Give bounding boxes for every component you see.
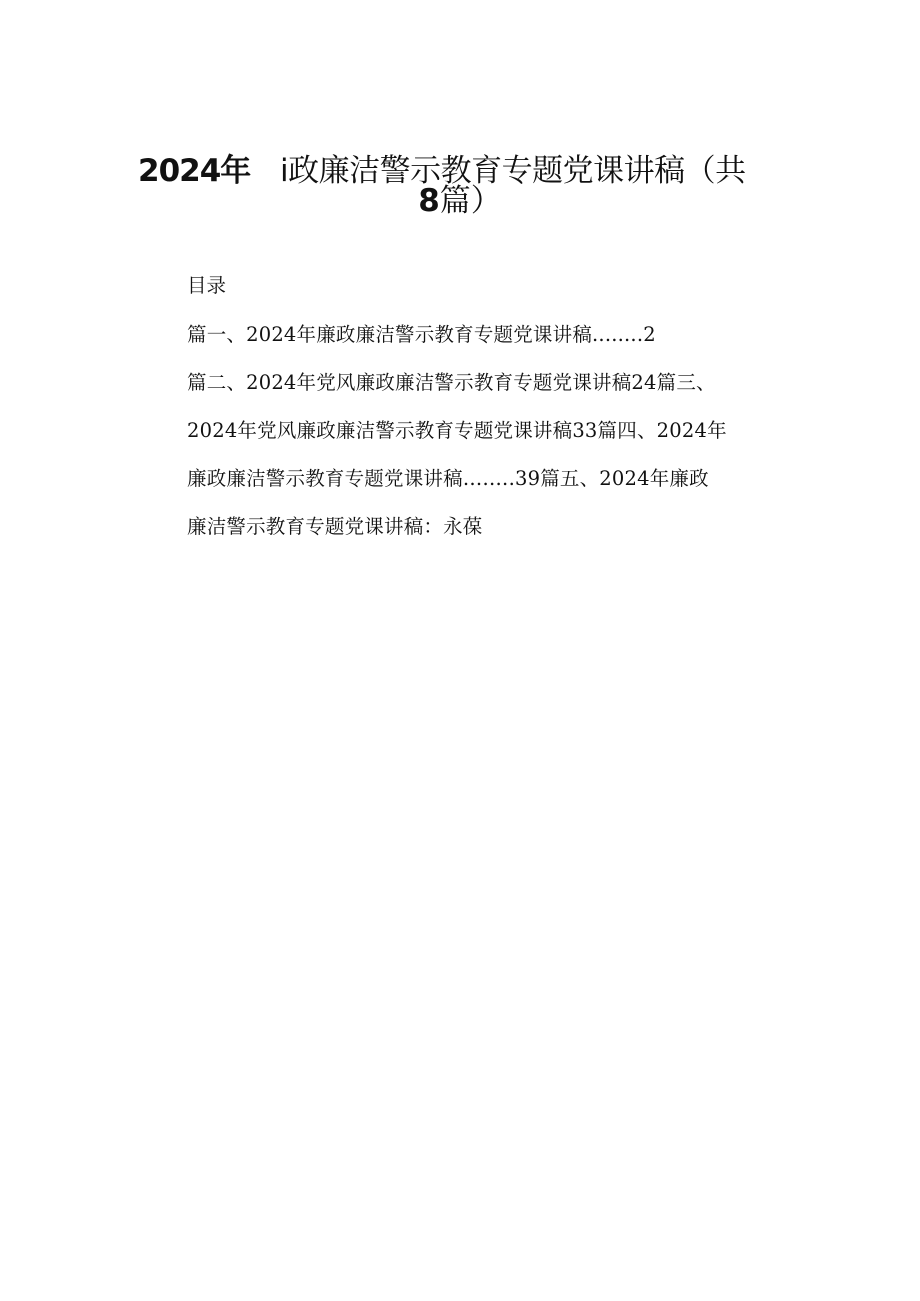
toc-heading: 目录 — [187, 274, 227, 297]
toc-entry-2[interactable]: 篇二、2024年党风廉政廉洁警示教育专题党课讲稿24篇三、 — [187, 371, 716, 394]
document-title-continued — [0, 176, 920, 226]
title-count-tail: 篇） — [439, 183, 502, 219]
toc-entry-3[interactable]: 2024年党风廉政廉洁警示教育专题党课讲稿33篇四、2024年 — [187, 419, 727, 442]
title-main: i政廉洁警示教育专题党课讲稿（共 — [280, 153, 746, 189]
toc-entry-1[interactable]: 篇一、2024年廉政廉洁警示教育专题党课讲稿........2 — [187, 323, 656, 346]
toc-entry-5[interactable]: 廉洁警示教育专题党课讲稿：永葆 — [187, 515, 483, 538]
title-year: 2024年 — [138, 153, 251, 189]
toc-entry-4[interactable]: 廉政廉洁警示教育专题党课讲稿….….39篇五、2024年廉政 — [187, 467, 709, 490]
title-count-number: 8 — [418, 183, 440, 219]
